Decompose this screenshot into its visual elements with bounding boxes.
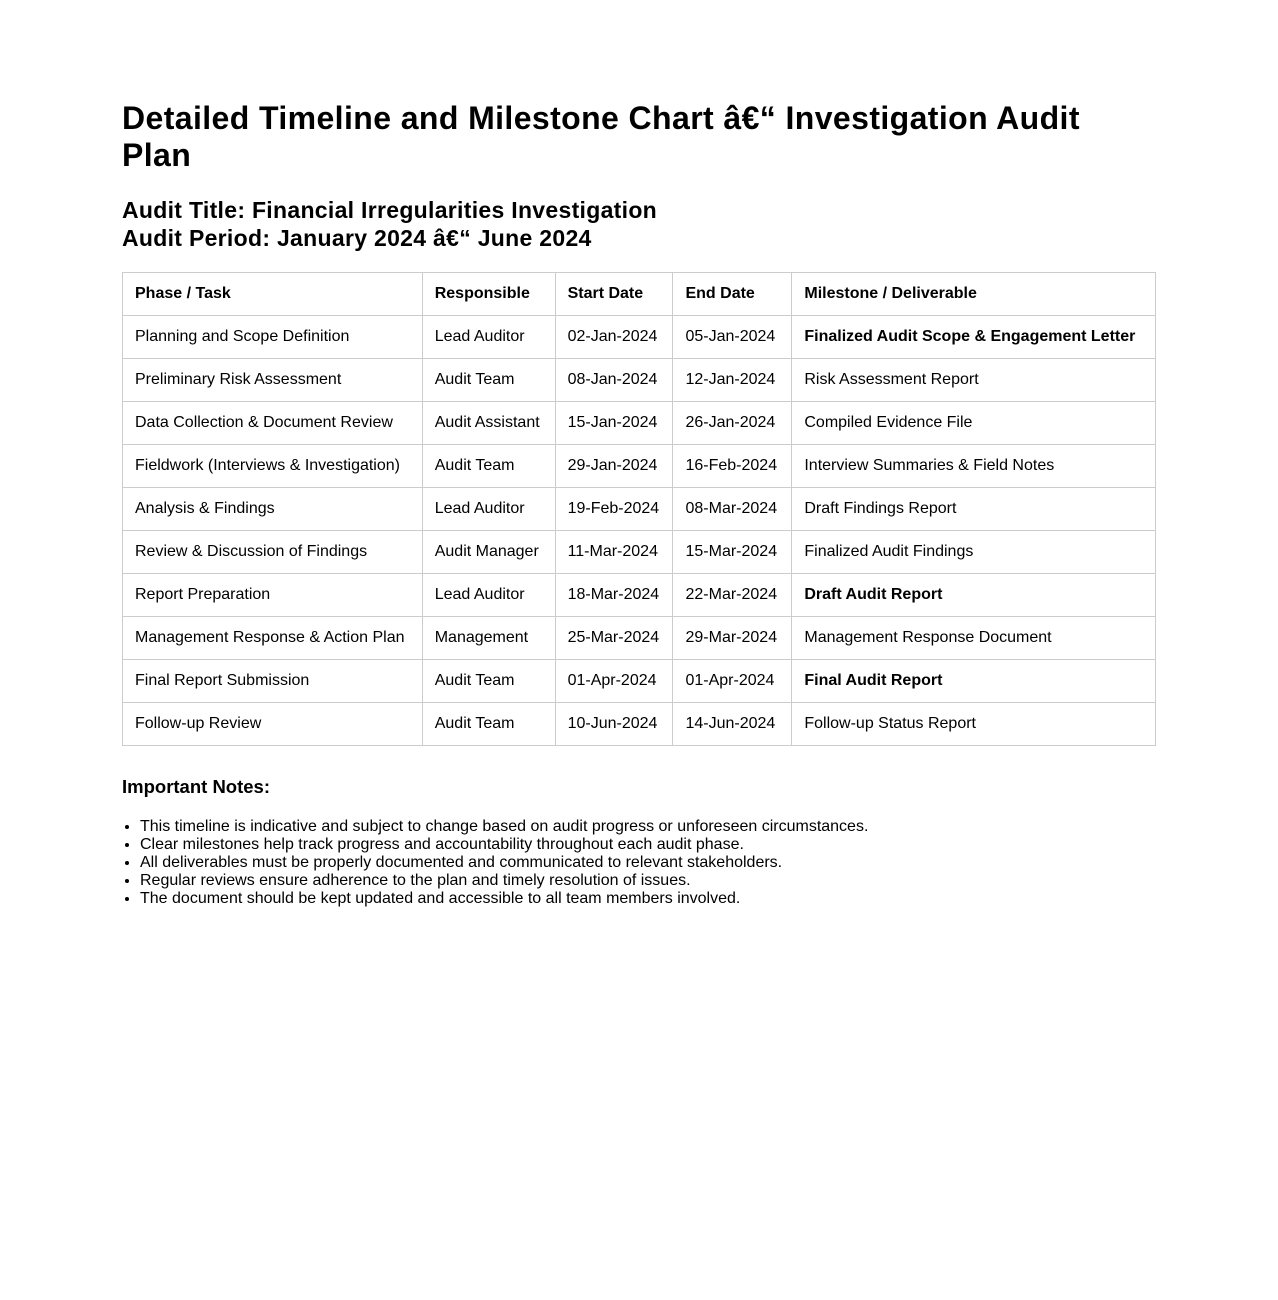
cell-start-date: 29-Jan-2024 xyxy=(555,445,673,488)
cell-milestone: Finalized Audit Scope & Engagement Letter xyxy=(792,316,1156,359)
table-row xyxy=(123,703,1156,746)
cell-start-date: 25-Mar-2024 xyxy=(555,617,673,660)
note-item: • This timeline is indicative and subject to change based on audit progress or unforeseen circumstances. xyxy=(140,818,1156,836)
cell-end-date: 05-Jan-2024 xyxy=(673,316,792,359)
table-header-row xyxy=(123,273,1156,316)
cell-responsible: Audit Team xyxy=(422,445,555,488)
cell-task: Fieldwork (Interviews & Investigation) xyxy=(123,445,423,488)
cell-start-date: 15-Jan-2024 xyxy=(555,402,673,445)
note-item: • All deliverables must be properly documented and communicated to relevant stakeholders. xyxy=(140,854,1156,872)
header-phase-task: Phase / Task xyxy=(123,273,423,316)
cell-start-date: 18-Mar-2024 xyxy=(555,574,673,617)
cell-milestone: Finalized Audit Findings xyxy=(792,531,1156,574)
table-row xyxy=(123,660,1156,703)
cell-end-date: 12-Jan-2024 xyxy=(673,359,792,402)
cell-end-date: 22-Mar-2024 xyxy=(673,574,792,617)
note-item: • Regular reviews ensure adherence to the plan and timely resolution of issues. xyxy=(140,872,1156,890)
notes-heading: Important Notes: xyxy=(122,776,270,797)
header-start-date: Start Date xyxy=(555,273,673,316)
cell-responsible: Management xyxy=(422,617,555,660)
table-row xyxy=(123,488,1156,531)
cell-task: Follow-up Review xyxy=(123,703,423,746)
cell-end-date: 15-Mar-2024 xyxy=(673,531,792,574)
cell-end-date: 29-Mar-2024 xyxy=(673,617,792,660)
cell-milestone: Final Audit Report xyxy=(792,660,1156,703)
cell-responsible: Lead Auditor xyxy=(422,316,555,359)
table-row xyxy=(123,402,1156,445)
timeline-table xyxy=(122,272,1156,746)
cell-responsible: Audit Team xyxy=(422,359,555,402)
table-row xyxy=(123,617,1156,660)
cell-task: Review & Discussion of Findings xyxy=(123,531,423,574)
audit-period: Audit Period: January 2024 â€“ June 2024 xyxy=(122,225,592,251)
table-row xyxy=(123,445,1156,488)
cell-end-date: 01-Apr-2024 xyxy=(673,660,792,703)
cell-end-date: 26-Jan-2024 xyxy=(673,402,792,445)
cell-end-date: 08-Mar-2024 xyxy=(673,488,792,531)
notes-list xyxy=(122,818,1156,908)
cell-task: Data Collection & Document Review xyxy=(123,402,423,445)
cell-milestone: Draft Findings Report xyxy=(792,488,1156,531)
cell-task: Final Report Submission xyxy=(123,660,423,703)
cell-start-date: 08-Jan-2024 xyxy=(555,359,673,402)
header-milestone: Milestone / Deliverable xyxy=(792,273,1156,316)
cell-milestone: Draft Audit Report xyxy=(792,574,1156,617)
header-responsible: Responsible xyxy=(422,273,555,316)
cell-responsible: Audit Assistant xyxy=(422,402,555,445)
cell-start-date: 11-Mar-2024 xyxy=(555,531,673,574)
cell-start-date: 10-Jun-2024 xyxy=(555,703,673,746)
cell-milestone: Compiled Evidence File xyxy=(792,402,1156,445)
page-title: Detailed Timeline and Milestone Chart â€“ Investigation Audit Plan xyxy=(122,100,1080,173)
cell-end-date: 14-Jun-2024 xyxy=(673,703,792,746)
audit-title: Audit Title: Financial Irregularities Investigation xyxy=(122,197,658,223)
audit-info xyxy=(122,196,1156,252)
cell-task: Management Response & Action Plan xyxy=(123,617,423,660)
table-row xyxy=(123,531,1156,574)
table-row xyxy=(123,574,1156,617)
note-item: • Clear milestones help track progress and accountability throughout each audit phase. xyxy=(140,836,1156,854)
cell-responsible: Lead Auditor xyxy=(422,488,555,531)
note-item: • The document should be kept updated and accessible to all team members involved. xyxy=(140,890,1156,908)
header-end-date: End Date xyxy=(673,273,792,316)
cell-milestone: Management Response Document xyxy=(792,617,1156,660)
table-row xyxy=(123,359,1156,402)
cell-task: Preliminary Risk Assessment xyxy=(123,359,423,402)
cell-responsible: Lead Auditor xyxy=(422,574,555,617)
cell-start-date: 19-Feb-2024 xyxy=(555,488,673,531)
cell-milestone: Follow-up Status Report xyxy=(792,703,1156,746)
cell-task: Report Preparation xyxy=(123,574,423,617)
cell-start-date: 02-Jan-2024 xyxy=(555,316,673,359)
cell-task: Planning and Scope Definition xyxy=(123,316,423,359)
table-body xyxy=(123,316,1156,746)
table-row xyxy=(123,316,1156,359)
cell-start-date: 01-Apr-2024 xyxy=(555,660,673,703)
cell-task: Analysis & Findings xyxy=(123,488,423,531)
cell-responsible: Audit Team xyxy=(422,703,555,746)
cell-responsible: Audit Manager xyxy=(422,531,555,574)
cell-milestone: Interview Summaries & Field Notes xyxy=(792,445,1156,488)
cell-responsible: Audit Team xyxy=(422,660,555,703)
cell-milestone: Risk Assessment Report xyxy=(792,359,1156,402)
cell-end-date: 16-Feb-2024 xyxy=(673,445,792,488)
